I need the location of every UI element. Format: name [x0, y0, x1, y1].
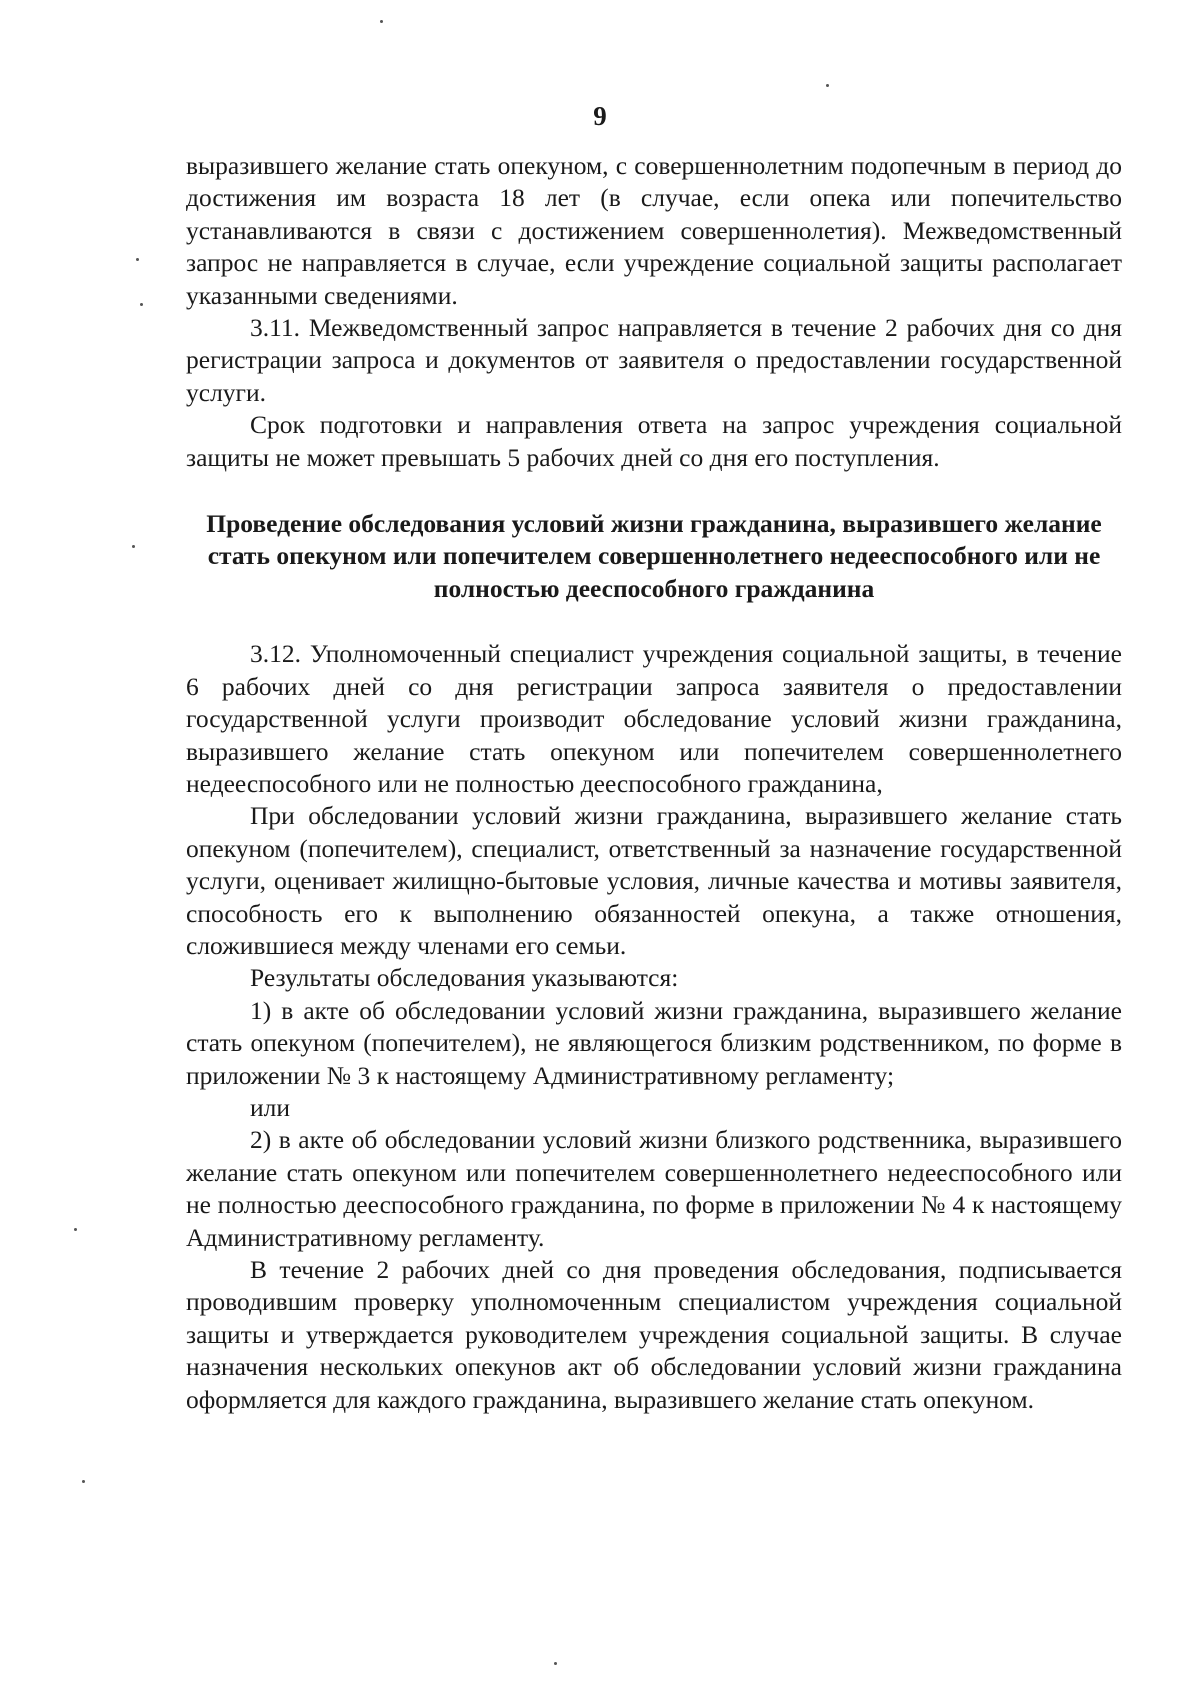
scan-artifact: [826, 84, 829, 87]
scan-artifact: [380, 20, 383, 23]
scan-artifact: [554, 1662, 557, 1665]
paragraph: выразившего желание стать опекуном, с совершеннолетним подопечным в период до достижения им возраста 18 лет (в случае, если опека или попечительство устанавливаются в связи с достижением совершеннолетия). Межведомственный запрос не направляется в случае, если учреждение социальной защиты располагает указанными сведениями.: [186, 151, 1122, 310]
section-heading: Проведение обследования условий жизни гражданина, выразившего желание стать опекуном или попечителем совершеннолетнего недееспособного или не полностью дееспособного гражданина: [206, 509, 1102, 603]
paragraph: 3.12. Уполномоченный специалист учреждения социальной защиты, в течение 6 рабочих дней со дня регистрации запроса заявителя о предоставлении государственной услуги производит обследование условий жизни гражданина, выразившего желание стать опекуном или попечителем совершеннолетнего недееспособного или не полностью дееспособного гражданина,: [186, 639, 1122, 798]
list-item: 2) в акте об обследовании условий жизни близкого родственника, выразившего желание стать опекуном или попечителем совершеннолетнего недееспособного или не полностью дееспособного гражданина, по форме в приложении № 4 к настоящему Административному регламенту.: [186, 1125, 1122, 1252]
list-item: 1) в акте об обследовании условий жизни гражданина, выразившего желание стать опекуном (попечителем), не являющегося близким родственником, по форме в приложении № 3 к настоящему Административному регламенту;: [186, 995, 1122, 1090]
scan-artifact: [132, 545, 135, 548]
paragraph: Срок подготовки и направления ответа на запрос учреждения социальной защиты не может превышать 5 рабочих дней со дня его поступления.: [186, 410, 1122, 472]
paragraph: При обследовании условий жизни гражданина, выразившего желание стать опекуном (попечителем), специалист, ответственный за назначение государственной услуги, оценивает жилищно-бытовые условия, личные качества и мотивы заявителя, способность его к выполнению обязанностей опекуна, а также отношения, сложившиеся между членами его семьи.: [186, 801, 1122, 960]
scan-artifact: [140, 303, 143, 306]
paragraph: или: [250, 1092, 291, 1122]
scan-artifact: [136, 258, 139, 261]
paragraph: 3.11. Межведомственный запрос направляется в течение 2 рабочих дня со дня регистрации запроса и документов от заявителя о предоставлении государственной услуги.: [186, 313, 1122, 407]
paragraph: Результаты обследования указываются:: [250, 963, 679, 993]
page-number: 9: [593, 101, 607, 131]
paragraph: В течение 2 рабочих дней со дня проведения обследования, подписывается проводившим проверку уполномоченным специалистом учреждения социальной защиты и утверждается руководителем учреждения социальной защиты. В случае назначения нескольких опекунов акт об обследовании условий жизни гражданина оформляется для каждого гражданина, выразившего желание стать опекуном.: [186, 1255, 1122, 1414]
scan-artifact: [82, 1480, 85, 1483]
document-body: [186, 150, 1122, 1416]
scan-artifact: [74, 1228, 77, 1231]
